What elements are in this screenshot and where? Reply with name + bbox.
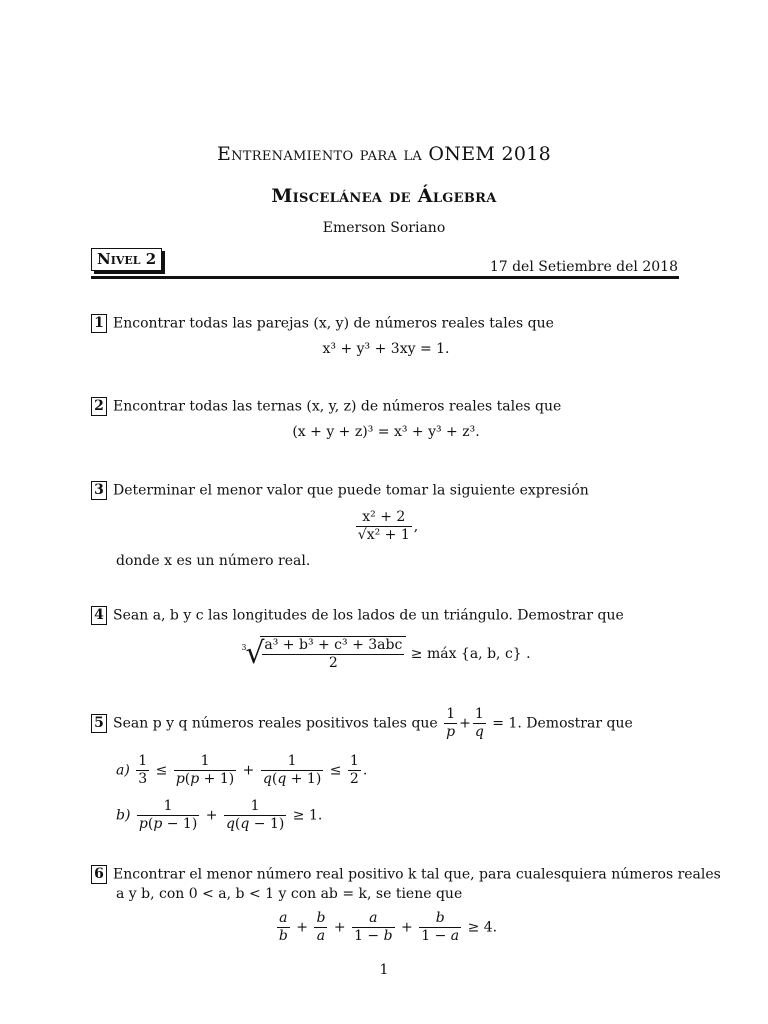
problem-number: 1 [91,314,107,333]
page-number: 1 [379,962,389,978]
problem-4 [91,606,681,672]
problem-equation: (x + y + z)³ = x³ + y³ + z³. [292,423,480,440]
radical-sign: √ [245,635,265,671]
part-a: a) $\frac{1}{3}$ ≤ $\frac{1}{p(p + 1)}$ + $\frac{1}{q(q + 1)}$ ≤ $\frac{1}{2}$ . [116,753,368,787]
author: Emerson Soriano [322,220,446,236]
fraction-denominator: 2 [262,654,404,672]
date: 17 del Setiembre del 2018 [489,259,678,275]
problem-equation: x³ + y³ + 3xy = 1. [322,340,450,357]
problem-2 [91,397,681,442]
equation-rhs: ≥ 4. [467,919,498,935]
fraction-numerator: a³ + b³ + c³ + 3abc [264,636,403,653]
root-index: 3 [241,642,247,652]
problem-6: 6 Encontrar el menor número real positivo k tal que, para cualesquiera números reales a y b, con 0 < a, b < 1 y con ab = k, se tiene que $\frac{a}{b}$ + $\frac{b}{a}$ + $\frac{a}{1 - b}$ + $\frac{b}{1 - a}$ ≥ 4. [91,865,681,945]
header-rule [91,276,679,279]
problem-text-line2: a y b, con 0 < a, b < 1 y con ab = k, se tiene que [116,885,463,902]
problem-after-text: donde x es un número real. [116,552,311,569]
problem-number: 4 [91,606,107,625]
problem-3: 3 Determinar el menor valor que puede tomar la siguiente expresión $\frac{\text{x² + 2}}{\text{√x² + 1}}$ , donde x es un número real. [91,481,681,571]
problem-text-after: = 1. Demostrar que [492,715,633,732]
problem-text: Encontrar el menor número real positivo k tal que, para cualesquiera números reales [113,866,721,883]
equation-rhs: ≥ máx {a, b, c} . [410,645,531,662]
problem-text: Determinar el menor valor que puede tomar la siguiente expresión [113,482,589,499]
problem-5: 5 Sean p y q números reales positivos tales que $\frac{1}{p}$ + $\frac{1}{q}$ = 1. Demostrar que a) $\frac{1}{3}$ ≤ $\frac{1}{p(p + 1)}$ + $\frac{1}{q(q + 1)}$ ≤ $\frac{1}{2}$ . b) $\frac{1}{p(p - 1)}$ + $\frac{1}{q(q - 1)}$ ≥ 1. [91,706,681,833]
problem-number: 5 [91,714,107,733]
level-badge: Nivel 2 [91,248,162,271]
page-subtitle: Miscelánea de Álgebra [271,185,497,207]
problem-text: Sean a, b y c las longitudes de los lados de un triángulo. Demostrar que [113,607,624,624]
fraction [356,509,412,544]
problem-text-before: Sean p y q números reales positivos tales que [113,715,438,732]
problem-text: Encontrar todas las parejas (x, y) de números reales tales que [113,315,554,332]
part-b: b) $\frac{1}{p(p - 1)}$ + $\frac{1}{q(q - 1)}$ ≥ 1. [116,798,323,832]
part-label: b) [116,807,131,824]
problem-number: 3 [91,481,107,500]
fraction [262,637,404,672]
part-label: a) [116,762,130,779]
fraction-numerator: x² + 2 [362,508,406,525]
fraction-denominator: √x² + 1 [357,526,410,543]
cube-root [241,636,406,672]
problem-number: 6 [91,865,107,884]
page-title: Entrenamiento para la ONEM 2018 [216,143,552,165]
problem-1 [91,314,681,359]
problem-number: 2 [91,397,107,416]
problem-text: Encontrar todas las ternas (x, y, z) de números reales tales que [113,398,562,415]
